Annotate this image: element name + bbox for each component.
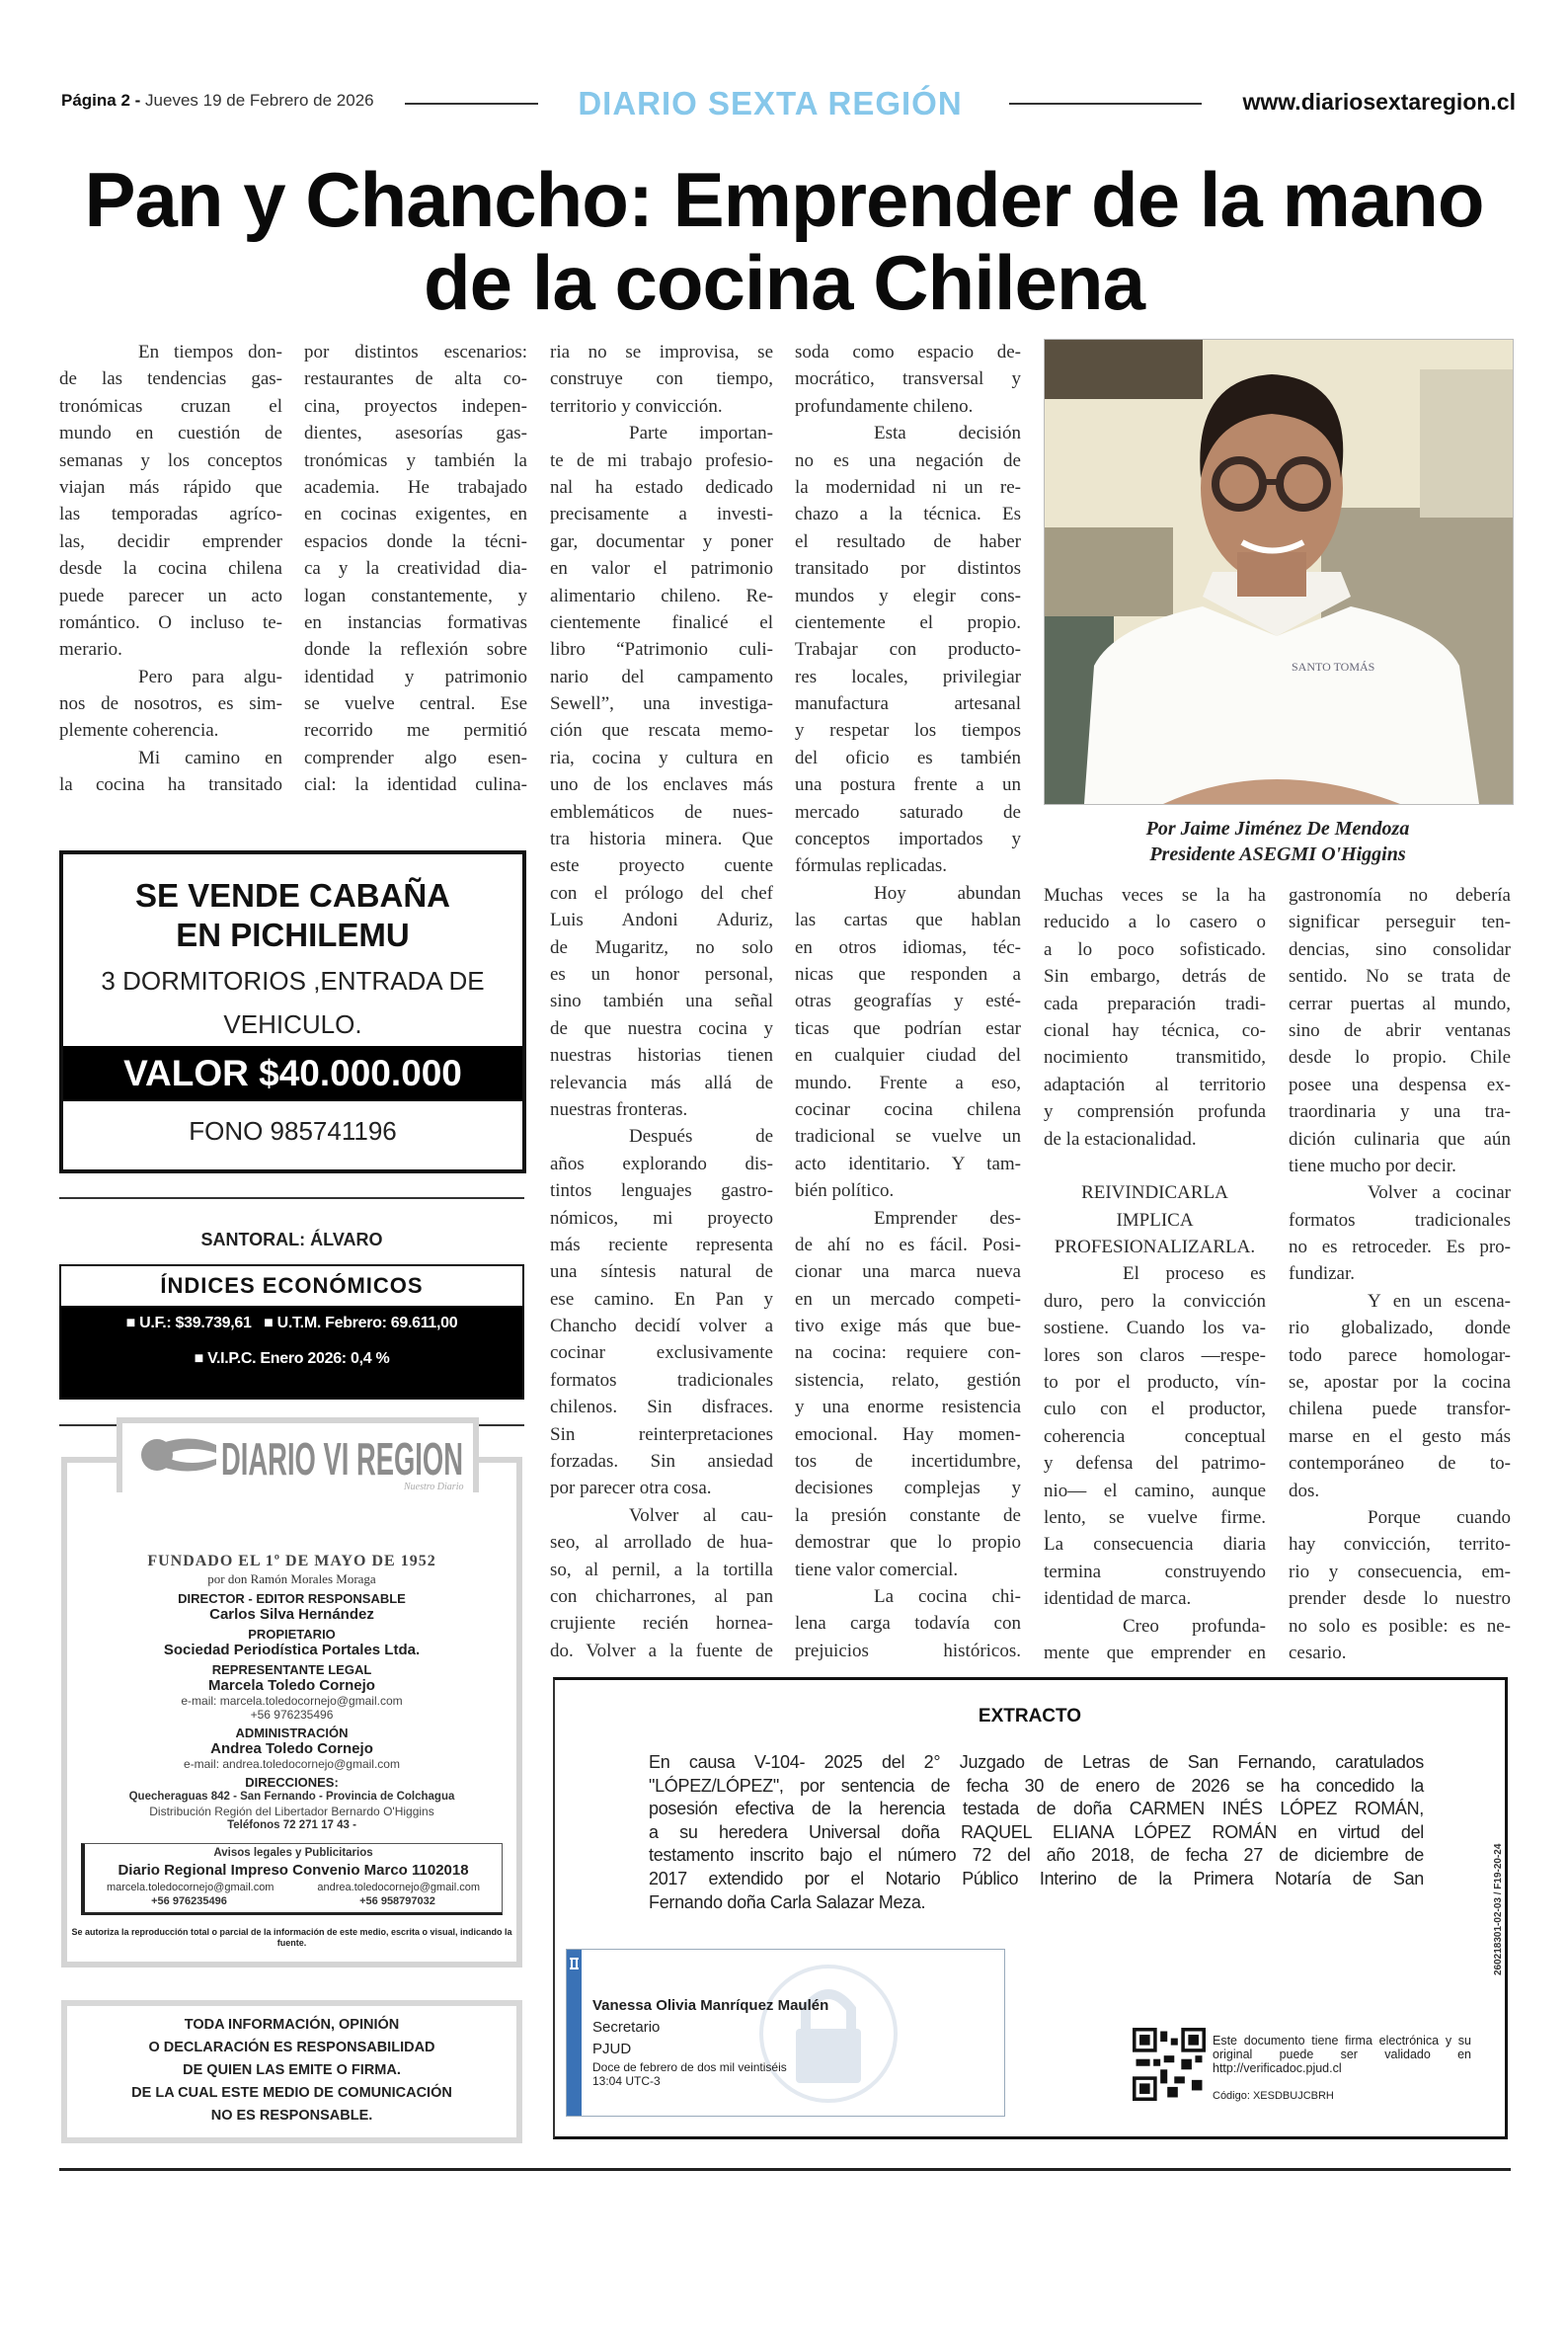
ad-phone: FONO 985741196 bbox=[189, 1116, 397, 1146]
signer-role: Secretario bbox=[592, 2019, 661, 2036]
text-line: nio— el camino, aunque bbox=[1044, 1480, 1266, 1501]
text-line: ticas que podrían estar bbox=[795, 1017, 1021, 1039]
text-line: nocimiento transmitido, bbox=[1044, 1047, 1266, 1069]
text-line: nario del campamento bbox=[550, 666, 773, 687]
text-line: ca y la creatividad dia- bbox=[304, 558, 527, 580]
text-line: tra historia minera. Que bbox=[550, 829, 773, 850]
text-line: traordinaria y una tra- bbox=[1289, 1101, 1511, 1123]
text-line: formatos tradicionales bbox=[1289, 1209, 1511, 1231]
verification-code: Código: XESDBUJCBRH bbox=[1213, 2090, 1334, 2102]
signature-bar bbox=[567, 1950, 582, 2116]
text-line: Porque cuando bbox=[1368, 1506, 1511, 1528]
legal-extract bbox=[553, 1677, 1508, 2139]
text-line: tintos lenguajes gastro- bbox=[550, 1180, 773, 1202]
text-line: prejuicios históricos. bbox=[795, 1640, 1021, 1661]
text-line: desde lo propio. Chile bbox=[1289, 1047, 1511, 1069]
founder: por don Ramón Morales Moraga bbox=[207, 1571, 376, 1586]
uf-value: ■ U.F.: $39.739,61 bbox=[125, 1315, 252, 1331]
text-line: de que nuestra cocina y bbox=[550, 1017, 773, 1039]
text-line: culo con el productor, bbox=[1044, 1399, 1266, 1420]
sign-time: 13:04 UTC-3 bbox=[592, 2074, 661, 2088]
newspaper-brand: DIARIO SEXTA REGIÓN bbox=[578, 85, 963, 121]
text-line: la cocina ha transitado bbox=[59, 774, 282, 796]
text-line: crujiente recién hornea- bbox=[550, 1613, 773, 1635]
subheading-line: REIVINDICARLA bbox=[1081, 1182, 1228, 1204]
reproduction-notice: Se autoriza la reproducción total o parcial de la información de este medio, escrita o visual, indicando la fuente. bbox=[71, 1927, 512, 1948]
text-line: res locales, privilegiar bbox=[795, 666, 1021, 687]
text-line: te de mi trabajo profesio- bbox=[550, 449, 773, 471]
text-line: de ahí no es fácil. Posi- bbox=[795, 1234, 1021, 1255]
text-line: nuestras historias tienen bbox=[550, 1045, 773, 1067]
avisos-phone-1: +56 976235496 bbox=[151, 1895, 227, 1907]
article-column-6 bbox=[1289, 882, 1511, 1666]
text-line: formatos tradicionales bbox=[550, 1369, 773, 1391]
text-line: uno de los enclaves más bbox=[550, 774, 773, 796]
admin-name: Andrea Toledo Cornejo bbox=[210, 1740, 373, 1757]
court-icon bbox=[567, 1950, 582, 1979]
text-line: lento, se vuelve firme. bbox=[1044, 1506, 1266, 1528]
article-headline bbox=[39, 158, 1529, 324]
text-line: hay convicción, territo- bbox=[1289, 1534, 1511, 1556]
disclaimer-line: DE QUIEN LAS EMITE O FIRMA. bbox=[183, 2062, 401, 2078]
text-line: no es una negación de bbox=[795, 449, 1021, 471]
text-line: fórmulas replicadas. bbox=[795, 855, 948, 877]
text-line: fundizar. bbox=[1289, 1263, 1356, 1285]
legal-rep-phone: +56 976235496 bbox=[250, 1708, 334, 1722]
legal-notices-box bbox=[81, 1843, 503, 1915]
signer-name: Vanessa Olivia Manríquez Maulén bbox=[592, 1997, 829, 2014]
ad-desc-line-2: VEHICULO. bbox=[223, 1009, 362, 1039]
subheading-line: IMPLICA bbox=[1116, 1209, 1194, 1231]
text-line: soda como espacio de- bbox=[795, 342, 1021, 362]
owner-label: PROPIETARIO bbox=[248, 1627, 336, 1642]
text-line: nal ha estado dedicado bbox=[550, 476, 773, 498]
text-line: Emprender des- bbox=[874, 1207, 1021, 1229]
text-line: El proceso es bbox=[1123, 1263, 1266, 1285]
headline-line-1: Pan y Chancho: Emprender de la mano bbox=[84, 156, 1484, 243]
santoral: SANTORAL: ÁLVARO bbox=[200, 1230, 383, 1249]
text-line: nos de nosotros, es sim- bbox=[59, 693, 282, 715]
website-url[interactable]: www.diariosextaregion.cl bbox=[1242, 89, 1516, 115]
article-column-5 bbox=[1044, 882, 1266, 1666]
text-line: libro “Patrimonio culi- bbox=[550, 639, 773, 661]
text-line: na cocina: requiere con- bbox=[795, 1342, 1021, 1364]
text-line: sistencia, relato, gestión bbox=[795, 1369, 1021, 1391]
text-line: ese camino. En Pan y bbox=[550, 1288, 773, 1310]
founded: FUNDADO EL 1º DE MAYO DE 1952 bbox=[147, 1553, 436, 1569]
text-line: tiene mucho por decir. bbox=[1289, 1155, 1456, 1176]
text-line: rio y consecuencia, em- bbox=[1289, 1561, 1511, 1582]
text-line: espacios donde la técni- bbox=[304, 530, 527, 552]
text-line: decisiones complejas y bbox=[795, 1478, 1021, 1499]
ipc-value: ■ V.I.P.C. Enero 2026: 0,4 % bbox=[194, 1350, 390, 1367]
text-line: en cualquier ciudad del bbox=[795, 1045, 1021, 1067]
text-line: mocrático, transversal y bbox=[795, 368, 1021, 390]
text-line: Muchas veces se la ha bbox=[1044, 885, 1266, 906]
avisos-email-2[interactable]: andrea.toledocornejo@gmail.com bbox=[317, 1882, 481, 1893]
text-line: viajan más rápido que bbox=[59, 476, 282, 498]
extract-line: posesión efectiva de la herencia testada de doña CARMEN INÉS LÓPEZ ROMÁN, bbox=[649, 1799, 1424, 1819]
text-line: las cartas que hablan bbox=[795, 910, 1021, 931]
text-line: semanas y los conceptos bbox=[59, 449, 282, 471]
disclaimer-line: NO ES RESPONSABLE. bbox=[210, 2108, 373, 2124]
text-line: precisamente a investi- bbox=[550, 504, 773, 525]
text-line: la modernidad ni un re- bbox=[795, 476, 1021, 498]
text-line: dientes, asesorías gas- bbox=[304, 423, 527, 444]
distribution: Distribución Región del Libertador Bernardo O'Higgins bbox=[149, 1805, 434, 1818]
avisos-label: Avisos legales y Publicitarios bbox=[213, 1847, 373, 1859]
disclaimer-line: O DECLARACIÓN ES RESPONSABILIDAD bbox=[148, 2040, 435, 2055]
text-line: todo parece homologar- bbox=[1289, 1344, 1511, 1366]
text-line: sino también una señal bbox=[550, 991, 773, 1012]
text-line: y defensa del patrimo- bbox=[1044, 1453, 1266, 1475]
text-line: Pero para algu- bbox=[138, 666, 282, 687]
text-line: seo, al arrollado de hua- bbox=[550, 1532, 773, 1554]
text-line: nómicos, mi proyecto bbox=[550, 1207, 773, 1229]
text-line: mercado saturado de bbox=[795, 801, 1021, 823]
text-line: del oficio es también bbox=[795, 747, 1021, 768]
text-line: no solo es posible: es ne- bbox=[1289, 1615, 1511, 1637]
text-line: reducido a lo casero o bbox=[1044, 912, 1266, 933]
text-line: relevancia más allá de bbox=[550, 1072, 773, 1093]
text-line: no es retroceder. Es pro- bbox=[1289, 1237, 1511, 1258]
text-line: donde la reflexión sobre bbox=[304, 639, 527, 661]
text-line: identidad de marca. bbox=[1044, 1588, 1192, 1610]
text-line: Luis Andoni Aduriz, bbox=[550, 910, 773, 931]
text-line: cientemente finalicé el bbox=[550, 611, 773, 633]
text-line: la presión constante de bbox=[795, 1504, 1021, 1526]
indices-title: ÍNDICES ECONÓMICOS bbox=[61, 1266, 522, 1306]
text-line: nicas que responden a bbox=[795, 963, 1021, 985]
text-line: tiene valor comercial. bbox=[795, 1559, 959, 1580]
text-line: demostrar que lo propio bbox=[795, 1532, 1021, 1554]
sign-date: Doce de febrero de dos mil veintiséis bbox=[592, 2060, 787, 2074]
text-line: las, decidir emprender bbox=[59, 530, 282, 552]
director-label: DIRECTOR - EDITOR RESPONSABLE bbox=[178, 1591, 406, 1606]
text-line: Sewell”, una investiga- bbox=[550, 693, 773, 715]
classified-ad bbox=[59, 850, 526, 1173]
byline-role: Presidente ASEGMI O'Higgins bbox=[1149, 843, 1406, 865]
ad-price: VALOR $40.000.000 bbox=[63, 1046, 522, 1101]
legal-rep-email[interactable]: e-mail: marcela.toledocornejo@gmail.com bbox=[181, 1694, 403, 1708]
masthead-logo bbox=[117, 1417, 479, 1492]
text-line: Volver a cocinar bbox=[1368, 1182, 1511, 1204]
text-line: Mi camino en bbox=[138, 747, 282, 768]
utm-value: ■ U.T.M. Febrero: 69.611,00 bbox=[264, 1315, 458, 1331]
text-line: dos. bbox=[1289, 1480, 1320, 1501]
text-line: el resultado de haber bbox=[795, 530, 1021, 552]
address-label: DIRECCIONES: bbox=[245, 1775, 339, 1790]
text-line: academia. He trabajado bbox=[304, 476, 527, 498]
logo-tagline: Nuestro Diario bbox=[404, 1482, 464, 1492]
text-line: ria, cocina y cultura en bbox=[550, 747, 773, 768]
text-line: Hoy abundan bbox=[874, 882, 1021, 904]
text-line: Creo profunda- bbox=[1123, 1615, 1266, 1637]
disclaimer-line: DE LA CUAL ESTE MEDIO DE COMUNICACIÓN bbox=[131, 2085, 452, 2101]
text-line: tivo exige más que bue- bbox=[795, 1316, 1021, 1337]
text-line: Volver al cau- bbox=[629, 1504, 773, 1526]
article-column-3 bbox=[550, 339, 773, 1664]
address: Quecheraguas 842 - San Fernando - Provincia de Colchagua bbox=[128, 1791, 455, 1803]
text-line: marse en el gesto más bbox=[1289, 1425, 1511, 1447]
admin-email[interactable]: e-mail: andrea.toledocornejo@gmail.com bbox=[184, 1757, 400, 1771]
text-line: romántico. O incluso te- bbox=[59, 611, 282, 633]
text-line: desde la cocina chilena bbox=[59, 558, 282, 580]
text-line: una postura frente a un bbox=[795, 774, 1021, 796]
text-line: mente que emprender en bbox=[1044, 1642, 1266, 1663]
extract-body bbox=[649, 1751, 1424, 1914]
text-line: La cocina chi- bbox=[874, 1585, 1021, 1607]
text-line: tronómicas cruzan el bbox=[59, 395, 282, 417]
blank-line bbox=[1044, 1153, 1266, 1179]
text-line: sino de abrir ventanas bbox=[1289, 1019, 1511, 1041]
text-line: más reciente representa bbox=[550, 1234, 773, 1255]
section-divider bbox=[59, 1197, 524, 1199]
article-column-2 bbox=[304, 339, 527, 799]
text-line: lena carga todavía con bbox=[795, 1613, 1021, 1635]
text-line: mundo. Frente a eso, bbox=[795, 1072, 1021, 1093]
text-line: se vuelve central. Ese bbox=[304, 693, 527, 715]
text-line: y respetar los tiempos bbox=[795, 720, 1021, 742]
text-line: en valor el patrimonio bbox=[550, 558, 773, 580]
text-line: emblemáticos de nues- bbox=[550, 801, 773, 823]
text-line: se, apostar por la cocina bbox=[1289, 1372, 1511, 1394]
text-line: coherencia conceptual bbox=[1044, 1425, 1266, 1447]
text-line: acto identitario. Y tam- bbox=[795, 1153, 1021, 1174]
text-line: chazo a la técnica. Es bbox=[795, 504, 1021, 525]
text-line: puede parecer un acto bbox=[59, 585, 282, 606]
text-line: cina, proyectos indepen- bbox=[304, 395, 527, 417]
text-line: en otros idiomas, téc- bbox=[795, 936, 1021, 958]
signer-org: PJUD bbox=[592, 2041, 632, 2057]
text-line: merario. bbox=[59, 639, 122, 661]
text-line: con el prólogo del chef bbox=[550, 882, 773, 904]
text-line: bién político. bbox=[795, 1180, 895, 1202]
text-line: de las tendencias gas- bbox=[59, 368, 282, 390]
text-line: nuestras fronteras. bbox=[550, 1098, 688, 1120]
text-line: identidad y patrimonio bbox=[304, 666, 527, 687]
text-line: dición culinaria que aún bbox=[1289, 1128, 1511, 1150]
header-rule-right bbox=[1009, 103, 1202, 105]
text-line: de la estacionalidad. bbox=[1044, 1128, 1197, 1150]
text-line: cial: la identidad culina- bbox=[304, 774, 527, 796]
responsibility-disclaimer bbox=[61, 2000, 522, 2143]
masthead-info bbox=[67, 1552, 516, 1833]
text-line: chilena puede transfor- bbox=[1289, 1399, 1511, 1420]
text-line: plemente coherencia. bbox=[59, 720, 219, 742]
text-line: a lo poco sofisticado. bbox=[1044, 938, 1266, 960]
text-line: cientemente el propio. bbox=[795, 611, 1021, 633]
masthead-box bbox=[61, 1433, 522, 1968]
verification-text: Este documento tiene firma electrónica y su original puede ser validado en http://verificadoc.pjud.cl bbox=[1213, 2034, 1471, 2075]
text-line: años explorando dis- bbox=[550, 1153, 773, 1174]
text-line: cesario. bbox=[1289, 1642, 1347, 1663]
text-line: Sin embargo, detrás de bbox=[1044, 966, 1266, 988]
legal-rep-name: Marcela Toledo Cornejo bbox=[208, 1677, 375, 1694]
author-photo bbox=[1044, 339, 1514, 805]
text-line: emocional. Hay momen- bbox=[795, 1423, 1021, 1445]
owner-name: Sociedad Periodística Portales Ltda. bbox=[163, 1642, 421, 1658]
text-line: significar perseguir ten- bbox=[1289, 912, 1511, 933]
text-line: rio globalizado, donde bbox=[1289, 1318, 1511, 1339]
text-line: sentido. No se trata de bbox=[1289, 966, 1511, 988]
text-line: transitado por distintos bbox=[795, 558, 1021, 580]
text-line: recorrido me permitió bbox=[304, 720, 527, 742]
extract-line: a su heredera Universal doña RAQUEL ELIANA LÓPEZ ROMÁN en virtud del bbox=[649, 1821, 1424, 1842]
text-line: gastronomía no debería bbox=[1289, 885, 1511, 906]
ad-title-line-1: SE VENDE CABAÑA bbox=[134, 877, 451, 914]
text-line: conceptos importados y bbox=[795, 829, 1021, 850]
text-line: cocinar exclusivamente bbox=[550, 1342, 773, 1364]
text-line: otras geografías y esté- bbox=[795, 991, 1021, 1012]
admin-label: ADMINISTRACIÓN bbox=[235, 1726, 349, 1740]
ad-desc-line-1: 3 DORMITORIOS ,ENTRADA DE bbox=[101, 966, 485, 996]
text-line: cocinar cocina chilena bbox=[795, 1098, 1021, 1120]
extract-line: 2017 extendido por el Notario Público Interino de la Primera Notaría de San bbox=[649, 1868, 1424, 1888]
extract-line: testamento inscrito bajo el número 72 del año 2018, de fecha 27 de diciembre de bbox=[649, 1845, 1424, 1866]
page-number: Página 2 - bbox=[61, 91, 141, 110]
text-line: cerrar puertas al mundo, bbox=[1289, 993, 1511, 1014]
text-line: una síntesis natural de bbox=[550, 1261, 773, 1283]
text-line: cional hay técnica, co- bbox=[1044, 1019, 1266, 1041]
text-line: duro, pero la convicción bbox=[1044, 1290, 1266, 1312]
signer-info bbox=[592, 1995, 828, 2088]
extract-line: Fernando doña Carla Salazar Meza. bbox=[649, 1891, 926, 1912]
text-line: ria no se improvisa, se bbox=[550, 342, 773, 362]
phones: Teléfonos 72 271 17 43 - bbox=[227, 1819, 356, 1831]
text-line: construye con tiempo, bbox=[550, 368, 773, 390]
document-code: 260218301-02-03 / F19-20-24 bbox=[1493, 1843, 1504, 1975]
headline-line-2: de la cocina Chilena bbox=[424, 239, 1144, 326]
extract-line: En causa V-104- 2025 del 2° Juzgado de Letras de San Fernando, caratulados bbox=[649, 1752, 1424, 1772]
text-line: mundos y elegir cons- bbox=[795, 585, 1021, 606]
page-bottom-rule bbox=[59, 2168, 1511, 2171]
avisos-email-1[interactable]: marcela.toledocornejo@gmail.com bbox=[106, 1882, 274, 1893]
text-line: comprender algo esen- bbox=[304, 747, 527, 768]
text-line: to por el producto, vín- bbox=[1044, 1372, 1266, 1394]
text-line: prender desde lo nuestro bbox=[1289, 1588, 1511, 1610]
header-rule-left bbox=[405, 103, 538, 105]
text-line: contemporáneo de to- bbox=[1289, 1453, 1511, 1475]
page-date-header bbox=[61, 91, 374, 111]
electronic-signature bbox=[566, 1949, 1005, 2117]
text-line: La consecuencia diaria bbox=[1044, 1534, 1266, 1556]
ad-title bbox=[63, 876, 522, 955]
text-line: Y en un escena- bbox=[1368, 1290, 1511, 1312]
text-line: termina construyendo bbox=[1044, 1561, 1266, 1582]
indices-row-1 bbox=[61, 1306, 522, 1341]
issue-date: Jueves 19 de Febrero de 2026 bbox=[145, 91, 374, 110]
avisos-title: Diario Regional Impreso Convenio Marco 1102018 bbox=[118, 1862, 469, 1879]
text-line: Esta decisión bbox=[874, 423, 1021, 444]
text-line: profundamente chileno. bbox=[795, 395, 974, 417]
text-line: Sin reinterpretaciones bbox=[550, 1423, 773, 1445]
text-line: do. Volver a la fuente de bbox=[550, 1640, 773, 1661]
text-line: en cocinas exigentes, en bbox=[304, 504, 527, 525]
text-line: territorio y convicción. bbox=[550, 395, 723, 417]
ad-description bbox=[63, 959, 522, 1046]
jacket-logo-text: SANTO TOMÁS bbox=[1292, 660, 1375, 674]
text-line: so, al pernil, a la tortilla bbox=[550, 1559, 773, 1580]
text-line: es un honor personal, bbox=[550, 963, 773, 985]
text-line: chilenos. Sin disfraces. bbox=[550, 1397, 773, 1418]
director-name: Carlos Silva Hernández bbox=[209, 1606, 374, 1623]
text-line: por parecer otra cosa. bbox=[550, 1478, 712, 1499]
text-line: Parte importan- bbox=[629, 423, 773, 444]
article-column-4 bbox=[795, 339, 1021, 1664]
text-line: por distintos escenarios: bbox=[304, 342, 527, 362]
text-line: tos de incertidumbre, bbox=[795, 1451, 1021, 1473]
text-line: ción que rescata memo- bbox=[550, 720, 773, 742]
text-line: posee una despensa ex- bbox=[1289, 1074, 1511, 1095]
legal-rep-label: REPRESENTANTE LEGAL bbox=[211, 1662, 372, 1677]
text-line: Después de bbox=[629, 1126, 773, 1148]
text-line: cada preparación tradi- bbox=[1044, 993, 1266, 1014]
text-line: tradicional se vuelve un bbox=[795, 1126, 1021, 1148]
qr-code-icon[interactable] bbox=[1133, 2028, 1206, 2101]
text-line: tronómicas y también la bbox=[304, 449, 527, 471]
text-line: En tiempos don- bbox=[138, 342, 282, 362]
text-line: de Mugaritz, no solo bbox=[550, 936, 773, 958]
text-line: en instancias formativas bbox=[304, 611, 527, 633]
subheading-line: PROFESIONALIZARLA. bbox=[1054, 1237, 1256, 1258]
text-line: Chancho decidí volver a bbox=[550, 1316, 773, 1337]
text-line: y una enorme resistencia bbox=[795, 1397, 1021, 1418]
text-line: restaurantes de alta co- bbox=[304, 368, 527, 390]
article-column-1 bbox=[59, 339, 282, 799]
ad-title-line-2: EN PICHILEMU bbox=[176, 917, 410, 953]
text-line: Trabajar con producto- bbox=[795, 639, 1021, 661]
logo-wordmark: DIARIO VI REGION bbox=[221, 1433, 463, 1485]
text-line: mundo en cuestión de bbox=[59, 423, 282, 444]
text-line: este proyecto cuente bbox=[550, 855, 773, 877]
text-line: alimentario chileno. Re- bbox=[550, 585, 773, 606]
extract-line: "LÓPEZ/LÓPEZ", por sentencia de fecha 30 de enero de 2026 se ha concedido la bbox=[649, 1775, 1424, 1796]
text-line: en un mercado competi- bbox=[795, 1288, 1021, 1310]
text-line: logan constantemente, y bbox=[304, 585, 527, 606]
text-line: lores son claros —respe- bbox=[1044, 1344, 1266, 1366]
text-line: con chicharrones, al pan bbox=[550, 1585, 773, 1607]
text-line: adaptación al territorio bbox=[1044, 1074, 1266, 1095]
byline-author: Por Jaime Jiménez De Mendoza bbox=[1145, 818, 1410, 840]
extract-title: EXTRACTO bbox=[978, 1706, 1082, 1727]
economic-indices bbox=[59, 1264, 524, 1400]
text-line: y comprensión profunda bbox=[1044, 1101, 1266, 1123]
article-byline bbox=[1044, 816, 1512, 867]
disclaimer-line: TODA INFORMACIÓN, OPINIÓN bbox=[184, 2017, 400, 2033]
text-line: las temporadas agríco- bbox=[59, 504, 282, 525]
text-line: dencias, sino consolidar bbox=[1289, 938, 1511, 960]
verification-info bbox=[1213, 2034, 1471, 2103]
text-line: gar, documentar y poner bbox=[550, 530, 773, 552]
text-line: forzadas. Sin ansiedad bbox=[550, 1451, 773, 1473]
text-line: sostiene. Cuando los va- bbox=[1044, 1318, 1266, 1339]
text-line: manufactura artesanal bbox=[795, 693, 1021, 715]
text-line: cionar una marca nueva bbox=[795, 1261, 1021, 1283]
avisos-phone-2: +56 958797032 bbox=[359, 1895, 435, 1907]
